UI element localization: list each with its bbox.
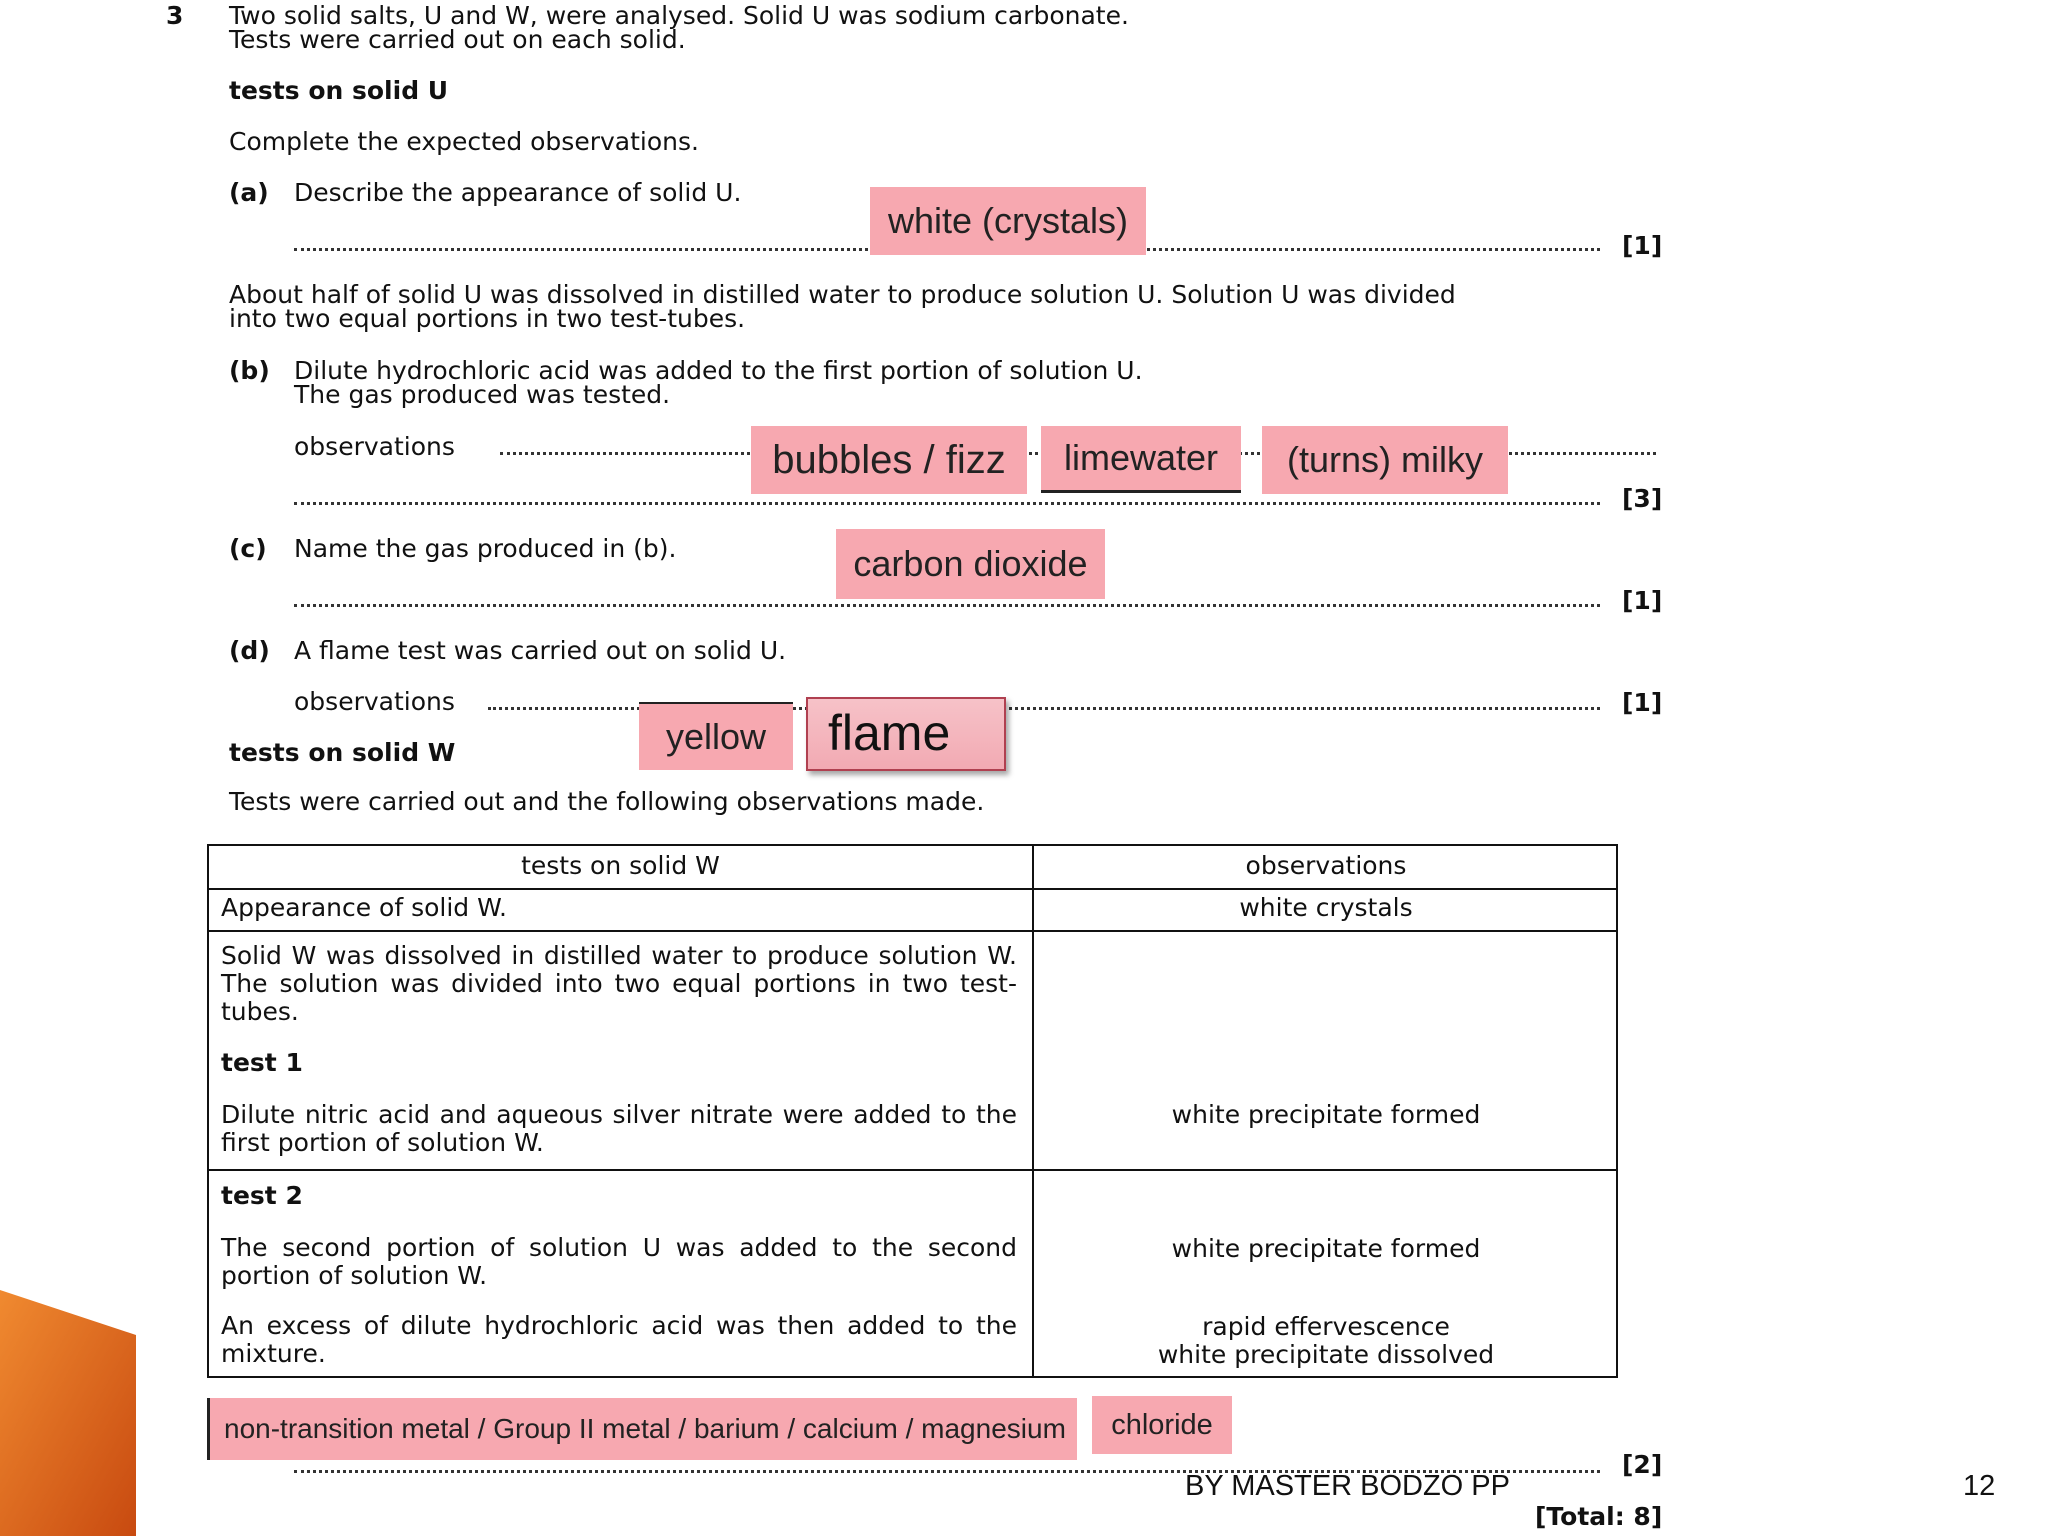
answer-line-c (294, 604, 1600, 607)
answer-highlight-c: carbon dioxide (836, 529, 1105, 599)
intro-line-1: Two solid salts, U and W, were analysed. Solid U was sodium carbonate. (229, 1, 1129, 30)
decorative-orange-shape (0, 1290, 140, 1536)
answer-highlight-w1: non-transition metal / Group II metal / barium / calcium / magnesium (207, 1398, 1077, 1460)
intro-line-2: Tests were carried out on each solid. (229, 25, 686, 54)
table-row2-test-intro: Solid W was dissolved in distilled water to produce solution W. The solution was divided into two equal portions in two test-tubes. (221, 941, 1017, 1026)
table-header-tests: tests on solid W (521, 851, 720, 880)
table-row3-test-procedure-2: An excess of dilute hydrochloric acid was then added to the mixture. (221, 1311, 1017, 1368)
table-row3-observation-2a: rapid effervescence (1202, 1312, 1450, 1341)
answer-highlight-b3: (turns) milky (1262, 426, 1508, 494)
total-marks: [Total: 8] (1535, 1502, 1663, 1531)
answer-highlight-a: white (crystals) (870, 187, 1146, 255)
table-row1-observation: white crystals (1239, 893, 1413, 922)
footer-author: BY MASTER BODZO PP (1185, 1470, 1510, 1502)
heading-tests-solid-w: tests on solid W (229, 738, 456, 767)
part-d-observations-label: observations (294, 687, 455, 716)
part-d-label: (d) (229, 636, 270, 665)
marks-final: [2] (1622, 1450, 1663, 1479)
part-d-text: A flame test was carried out on solid U. (294, 636, 787, 665)
answer-highlight-w2: chloride (1092, 1396, 1232, 1454)
table-divider (209, 888, 1616, 890)
part-b-observations-label: observations (294, 432, 455, 461)
table-row2-observation: white precipitate formed (1171, 1100, 1481, 1129)
part-c-text: Name the gas produced in (b). (294, 534, 677, 563)
table-row3-test-label: test 2 (221, 1181, 303, 1210)
answer-highlight-b1: bubbles / fizz (751, 426, 1027, 494)
answer-highlight-b2: limewater (1041, 426, 1241, 493)
table-row3-test-procedure-1: The second portion of solution U was added to the second portion of solution W. (221, 1233, 1017, 1290)
marks-d: [1] (1622, 688, 1663, 717)
tests-made-text: Tests were carried out and the following observations made. (229, 787, 985, 816)
table-row1-test: Appearance of solid W. (221, 893, 507, 922)
answer-highlight-d1: yellow (639, 702, 793, 770)
question-number: 3 (166, 1, 184, 30)
table-header-observations: observations (1245, 851, 1407, 880)
answer-highlight-d2: flame (806, 697, 1006, 771)
marks-a: [1] (1622, 231, 1663, 260)
instruction-text: Complete the expected observations. (229, 127, 699, 156)
marks-b: [3] (1622, 484, 1663, 513)
part-b-text-1: Dilute hydrochloric acid was added to the first portion of solution U. (294, 356, 1143, 385)
heading-tests-solid-u: tests on solid U (229, 76, 449, 105)
marks-c: [1] (1622, 586, 1663, 615)
page-number: 12 (1963, 1470, 1996, 1502)
table-row3-observation-2b: white precipitate dissolved (1157, 1340, 1495, 1369)
table-divider (209, 1169, 1616, 1171)
answer-line-b2 (294, 502, 1600, 505)
table-row3-observation-1: white precipitate formed (1171, 1234, 1481, 1263)
table-row2-test-label: test 1 (221, 1048, 303, 1077)
part-a-label: (a) (229, 178, 269, 207)
table-divider (209, 930, 1616, 932)
about-line-2: into two equal portions in two test-tubes. (229, 304, 746, 333)
part-b-label: (b) (229, 356, 270, 385)
table-row2-test-procedure: Dilute nitric acid and aqueous silver nitrate were added to the first portion of solution W. (221, 1100, 1017, 1157)
part-b-text-2: The gas produced was tested. (294, 380, 671, 409)
part-a-text: Describe the appearance of solid U. (294, 178, 742, 207)
part-c-label: (c) (229, 534, 267, 563)
tests-on-solid-w-table (207, 844, 1618, 1378)
about-line-1: About half of solid U was dissolved in distilled water to produce solution U. Solution U was divided (229, 280, 1456, 309)
